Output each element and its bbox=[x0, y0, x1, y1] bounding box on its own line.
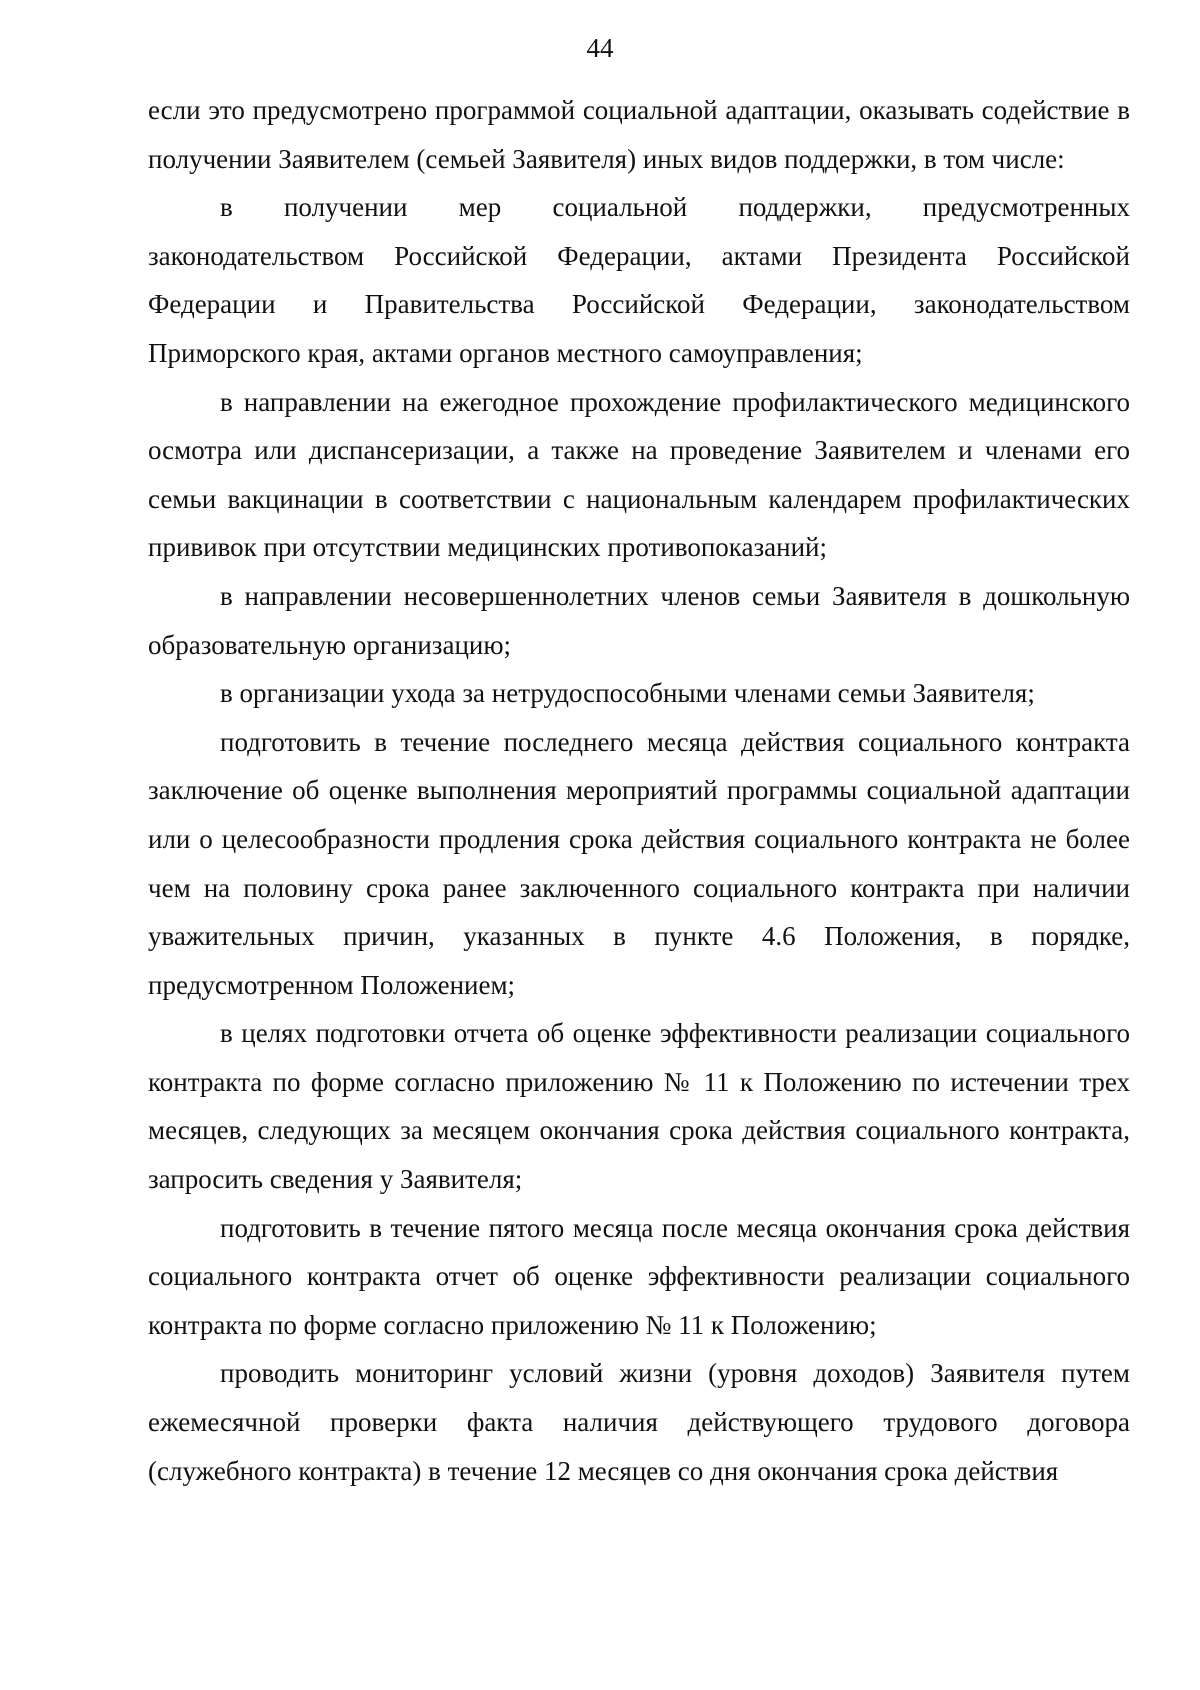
paragraph-medical-examination: в направлении на ежегодное прохождение профилактического медицинского осмотра или диспансеризации, а также на проведение Заявителем и членами его семьи вакцинации в соответствии с национальным календарем профилактических прививок при отсутствии медицинских противопоказаний; bbox=[148, 386, 1130, 563]
paragraph-preschool-placement: в направлении несовершеннолетних членов семьи Заявителя в дошкольную образовательную организацию; bbox=[148, 580, 1130, 660]
page-number: 44 bbox=[586, 33, 614, 63]
document-body bbox=[148, 86, 1130, 1495]
paragraph-information-request: в целях подготовки отчета об оценке эффективности реализации социального контракта по форме согласно приложению № 11 к Положению по истечении трех месяцев, следующих за месяцем окончания срока действия социального контракта, запросить сведения у Заявителя; bbox=[148, 1018, 1130, 1195]
paragraph-income-monitoring: проводить мониторинг условий жизни (уровня доходов) Заявителя путем ежемесячной проверки факта наличия действующего трудового договора (служебного контракта) в течение 12 месяцев со дня окончания срока действия bbox=[148, 1358, 1130, 1486]
paragraph-care-organization: в организации ухода за нетрудоспособными членами семьи Заявителя; bbox=[220, 678, 1035, 709]
paragraph-social-support-measures: в получении мер социальной поддержки, предусмотренных законодательством Российской Федерации, актами Президента Российской Федерации и Правительства Российской Федерации, законодательством Приморского края, актами органов местного самоуправления; bbox=[148, 192, 1130, 368]
paragraph-final-month-conclusion: подготовить в течение последнего месяца действия социального контракта заключение об оценке выполнения мероприятий программы социальной адаптации или о целесообразности продления срока действия социального контракта не более чем на половину срока ранее заключенного социального контракта при наличии уважительных причин, указанных в пункте 4.6 Положения, в порядке, предусмотренном Положением; bbox=[148, 726, 1130, 1000]
paragraph-continuation: если это предусмотрено программой социальной адаптации, оказывать содействие в получении Заявителем (семьей Заявителя) иных видов поддержки, в том числе: bbox=[148, 95, 1130, 174]
paragraph-efficiency-report: подготовить в течение пятого месяца после месяца окончания срока действия социального контракта отчет об оценке эффективности реализации социального контракта по форме согласно приложению № 11 к Положению; bbox=[148, 1212, 1130, 1340]
